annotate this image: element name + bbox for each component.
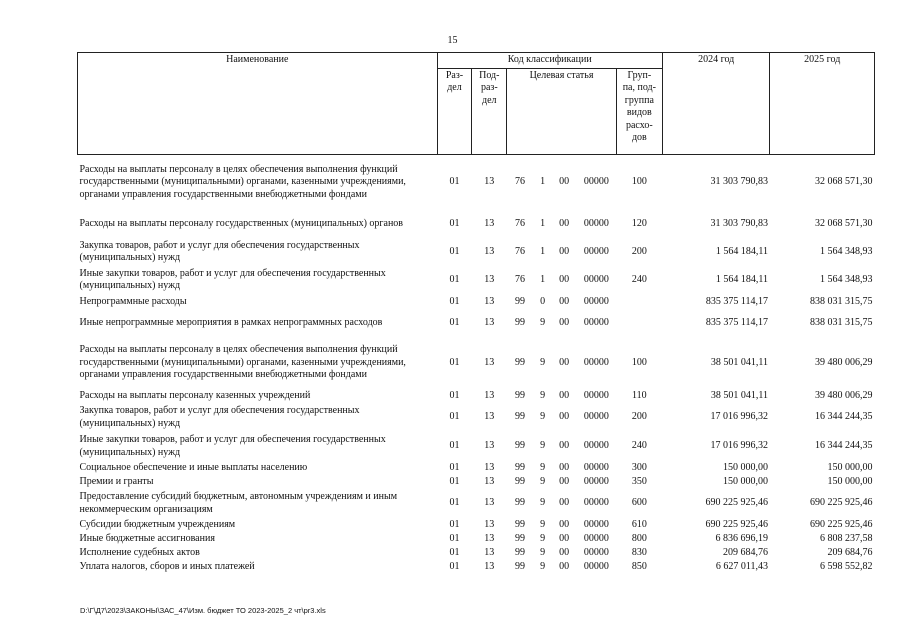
table-row (78, 560, 875, 574)
row-target-main: 00 (559, 497, 570, 509)
row-expense-group: 850 (631, 560, 647, 572)
row-target-main: 00 (559, 475, 570, 487)
row-amount-2025: 16 344 244,35 (815, 411, 873, 423)
budget-table (77, 52, 875, 574)
row-expense-group: 350 (631, 475, 647, 487)
table-row (78, 403, 875, 432)
row-amount-2024: 17 016 996,32 (710, 440, 768, 452)
table-row (78, 266, 875, 294)
row-target-subprogram: 9 (540, 560, 546, 572)
row-razdel: 01 (449, 440, 460, 452)
row-target-direction: 00000 (583, 273, 609, 285)
row-amount-2024: 31 303 790,83 (710, 217, 768, 229)
table-row (78, 461, 875, 475)
header-target: Целевая статья (507, 68, 617, 154)
row-target-main: 00 (559, 532, 570, 544)
row-target-subprogram: 9 (540, 440, 546, 452)
header-razdel: Раз- дел (437, 68, 472, 154)
row-target-program: 76 (515, 273, 526, 285)
row-name: Иные бюджетные ассигнования (79, 532, 215, 544)
row-target-subprogram: 9 (540, 497, 546, 509)
row-target-subprogram: 1 (540, 273, 546, 285)
row-podrazdel: 13 (484, 475, 495, 487)
row-expense-group: 200 (631, 245, 647, 257)
row-target-direction: 00000 (583, 560, 609, 572)
table-row (78, 432, 875, 461)
row-amount-2024: 38 501 041,11 (710, 389, 768, 401)
row-expense-group: 600 (631, 497, 647, 509)
table-row (78, 546, 875, 560)
row-amount-2025: 6 598 552,82 (820, 560, 873, 572)
row-amount-2025: 838 031 315,75 (810, 317, 873, 329)
row-target-direction: 00000 (583, 518, 609, 530)
row-amount-2025: 39 480 006,29 (815, 356, 873, 368)
row-target-subprogram: 9 (540, 475, 546, 487)
row-target-direction: 00000 (583, 440, 609, 452)
row-target-subprogram: 9 (540, 546, 546, 558)
row-podrazdel: 13 (484, 411, 495, 423)
row-target-program: 76 (515, 217, 526, 229)
row-amount-2025: 6 808 237,58 (820, 532, 873, 544)
row-amount-2025: 690 225 925,46 (810, 497, 873, 509)
row-target-main: 00 (559, 461, 570, 473)
row-target-program: 99 (515, 295, 526, 307)
budget-table-body (78, 154, 875, 574)
row-razdel: 01 (449, 560, 460, 572)
row-target-subprogram: 1 (540, 176, 546, 187)
row-target-subprogram: 9 (540, 518, 546, 530)
row-target-subprogram: 1 (540, 217, 546, 229)
row-podrazdel: 13 (484, 273, 495, 285)
row-podrazdel: 13 (484, 317, 495, 329)
row-podrazdel: 13 (484, 546, 495, 558)
row-amount-2025: 16 344 244,35 (815, 440, 873, 452)
row-amount-2025: 1 564 348,93 (820, 273, 873, 285)
row-razdel: 01 (449, 295, 460, 307)
row-target-subprogram: 9 (540, 389, 546, 401)
row-expense-group: 100 (631, 176, 647, 187)
row-amount-2024: 38 501 041,11 (710, 356, 768, 368)
row-podrazdel: 13 (484, 518, 495, 530)
table-row (78, 238, 875, 266)
row-expense-group: 800 (631, 532, 647, 544)
row-target-main: 00 (559, 546, 570, 558)
row-name: Закупка товаров, работ и услуг для обеспечения государственных (муниципальных) нужд (79, 405, 360, 429)
table-row (78, 475, 875, 489)
row-target-subprogram: 9 (540, 317, 546, 329)
row-podrazdel: 13 (484, 217, 495, 229)
row-target-main: 00 (559, 356, 570, 368)
row-expense-group: 110 (632, 389, 647, 401)
table-row (78, 154, 875, 210)
row-name: Исполнение судебных актов (79, 546, 200, 558)
row-amount-2025: 32 068 571,30 (815, 217, 873, 229)
table-row (78, 389, 875, 403)
row-podrazdel: 13 (484, 497, 495, 509)
row-razdel: 01 (449, 176, 460, 187)
row-podrazdel: 13 (484, 295, 495, 307)
table-row (78, 210, 875, 238)
row-amount-2025: 150 000,00 (827, 475, 873, 487)
row-razdel: 01 (449, 518, 460, 530)
row-target-program: 99 (515, 356, 526, 368)
row-amount-2024: 835 375 114,17 (705, 317, 768, 329)
row-amount-2024: 6 627 011,43 (715, 560, 768, 572)
row-expense-group: 830 (631, 546, 647, 558)
header-2024: 2024 год (662, 53, 770, 155)
row-target-program: 99 (515, 532, 526, 544)
row-expense-group: 120 (631, 217, 647, 229)
row-amount-2024: 690 225 925,46 (705, 518, 768, 530)
row-razdel: 01 (449, 497, 460, 509)
row-razdel: 01 (449, 317, 460, 329)
row-amount-2024: 150 000,00 (722, 461, 768, 473)
row-target-program: 99 (515, 389, 526, 401)
row-podrazdel: 13 (484, 461, 495, 473)
row-amount-2025: 32 068 571,30 (815, 176, 873, 187)
page-number: 15 (447, 35, 458, 46)
row-target-main: 00 (559, 411, 570, 423)
row-target-direction: 00000 (583, 532, 609, 544)
row-target-subprogram: 0 (540, 295, 546, 307)
row-name: Социальное обеспечение и иные выплаты населению (79, 461, 308, 473)
row-podrazdel: 13 (484, 532, 495, 544)
row-name: Расходы на выплаты персоналу казенных учреждений (79, 389, 311, 401)
row-target-direction: 00000 (583, 317, 609, 329)
table-row (78, 294, 875, 310)
row-amount-2024: 690 225 925,46 (705, 497, 768, 509)
row-name: Расходы на выплаты персоналу в целях обеспечения выполнения функций государственными (муниципальными) органами, казенными учреждениями, органами управления государственными внебюджетными фондами (79, 163, 406, 200)
row-razdel: 01 (449, 356, 460, 368)
row-amount-2024: 150 000,00 (722, 475, 768, 487)
row-name: Премии и гранты (79, 475, 154, 487)
row-razdel: 01 (449, 273, 460, 285)
row-target-program: 99 (515, 411, 526, 423)
row-amount-2024: 6 836 696,19 (715, 532, 768, 544)
row-target-direction: 00000 (583, 475, 609, 487)
row-razdel: 01 (449, 532, 460, 544)
row-podrazdel: 13 (484, 176, 495, 187)
row-target-main: 00 (559, 389, 570, 401)
row-target-main: 00 (559, 245, 570, 257)
row-name: Расходы на выплаты персоналу в целях обеспечения выполнения функций государственными (муниципальными) органами, казенными учреждениями, органами управления государственными внебюджетными фондами (79, 344, 406, 381)
row-target-program: 99 (515, 475, 526, 487)
row-target-main: 00 (559, 518, 570, 530)
row-amount-2024: 209 684,76 (722, 546, 768, 558)
row-name: Предоставление субсидий бюджетным, автономным учреждениям и иным некоммерческим организациям (79, 491, 398, 515)
header-name: Наименование (78, 53, 438, 155)
row-target-program: 99 (515, 317, 526, 329)
row-name: Закупка товаров, работ и услуг для обеспечения государственных (муниципальных) нужд (79, 239, 360, 263)
row-target-subprogram: 9 (540, 532, 546, 544)
row-target-direction: 00000 (583, 176, 609, 187)
row-name: Иные непрограммные мероприятия в рамках непрограммных расходов (79, 317, 383, 329)
row-amount-2025: 209 684,76 (827, 546, 873, 558)
row-razdel: 01 (449, 411, 460, 423)
row-target-direction: 00000 (583, 295, 609, 307)
row-podrazdel: 13 (484, 560, 495, 572)
row-target-direction: 00000 (583, 497, 609, 509)
row-target-main: 00 (559, 273, 570, 285)
row-name: Непрограммные расходы (79, 295, 187, 307)
row-target-direction: 00000 (583, 217, 609, 229)
row-target-direction: 00000 (583, 356, 609, 368)
row-target-main: 00 (559, 440, 570, 452)
row-amount-2025: 1 564 348,93 (820, 245, 873, 257)
header-code-classification: Код классификации (437, 53, 662, 69)
row-target-direction: 00000 (583, 245, 609, 257)
row-amount-2024: 1 564 184,11 (715, 273, 768, 285)
row-amount-2025: 39 480 006,29 (815, 389, 873, 401)
file-path-footer: D:\Г\Д7\2023\ЗАКОНЫ\ЗАС_47\Изм. бюджет ТО 2023-2025_2 чт\pr3.xls (80, 606, 326, 615)
row-amount-2024: 835 375 114,17 (705, 295, 768, 307)
row-target-subprogram: 9 (540, 411, 546, 423)
row-razdel: 01 (449, 475, 460, 487)
header-group: Груп- па, под- группа видов расхо- дов (616, 68, 662, 154)
row-razdel: 01 (449, 389, 460, 401)
row-amount-2024: 1 564 184,11 (715, 245, 768, 257)
row-target-main: 00 (559, 176, 570, 187)
row-target-direction: 00000 (583, 461, 609, 473)
row-name: Расходы на выплаты персоналу государственных (муниципальных) органов (79, 217, 404, 229)
row-target-direction: 00000 (583, 389, 609, 401)
row-amount-2025: 150 000,00 (827, 461, 873, 473)
row-target-program: 99 (515, 497, 526, 509)
row-amount-2025: 838 031 315,75 (810, 295, 873, 307)
row-podrazdel: 13 (484, 245, 495, 257)
row-target-main: 00 (559, 317, 570, 329)
row-razdel: 01 (449, 217, 460, 229)
row-name: Иные закупки товаров, работ и услуг для обеспечения государственных (муниципальных) нужд (79, 434, 386, 458)
row-target-subprogram: 9 (540, 461, 546, 473)
row-target-subprogram: 9 (540, 356, 546, 368)
table-row (78, 310, 875, 337)
row-target-program: 99 (515, 518, 526, 530)
row-target-direction: 00000 (583, 546, 609, 558)
row-expense-group: 240 (631, 273, 647, 285)
row-podrazdel: 13 (484, 356, 495, 368)
row-expense-group: 240 (631, 440, 647, 452)
row-expense-group: 200 (631, 411, 647, 423)
row-expense-group (616, 310, 662, 337)
row-podrazdel: 13 (484, 389, 495, 401)
row-target-main: 00 (559, 217, 570, 229)
row-amount-2024: 17 016 996,32 (710, 411, 768, 423)
header-2025: 2025 год (770, 53, 875, 155)
row-target-main: 00 (559, 295, 570, 307)
table-row (78, 337, 875, 389)
row-expense-group (616, 294, 662, 310)
row-target-main: 00 (559, 560, 570, 572)
row-expense-group: 100 (631, 356, 647, 368)
table-row (78, 532, 875, 546)
row-razdel: 01 (449, 546, 460, 558)
header-podrazdel: Под- раз- дел (472, 68, 507, 154)
row-expense-group: 610 (631, 518, 647, 530)
row-razdel: 01 (449, 461, 460, 473)
row-target-program: 99 (515, 546, 526, 558)
row-target-direction: 00000 (583, 411, 609, 423)
row-name: Иные закупки товаров, работ и услуг для обеспечения государственных (муниципальных) нужд (79, 267, 386, 291)
row-podrazdel: 13 (484, 440, 495, 452)
row-amount-2024: 31 303 790,83 (710, 176, 768, 187)
row-target-program: 99 (515, 440, 526, 452)
row-name: Уплата налогов, сборов и иных платежей (79, 560, 255, 572)
row-target-program: 99 (515, 560, 526, 572)
row-expense-group: 300 (631, 461, 647, 473)
row-amount-2025: 690 225 925,46 (810, 518, 873, 530)
row-target-subprogram: 1 (540, 245, 546, 257)
table-row (78, 518, 875, 532)
row-razdel: 01 (449, 245, 460, 257)
row-target-program: 76 (515, 176, 526, 187)
row-target-program: 76 (515, 245, 526, 257)
table-row (78, 489, 875, 518)
row-name: Субсидии бюджетным учреждениям (79, 518, 236, 530)
row-target-program: 99 (515, 461, 526, 473)
